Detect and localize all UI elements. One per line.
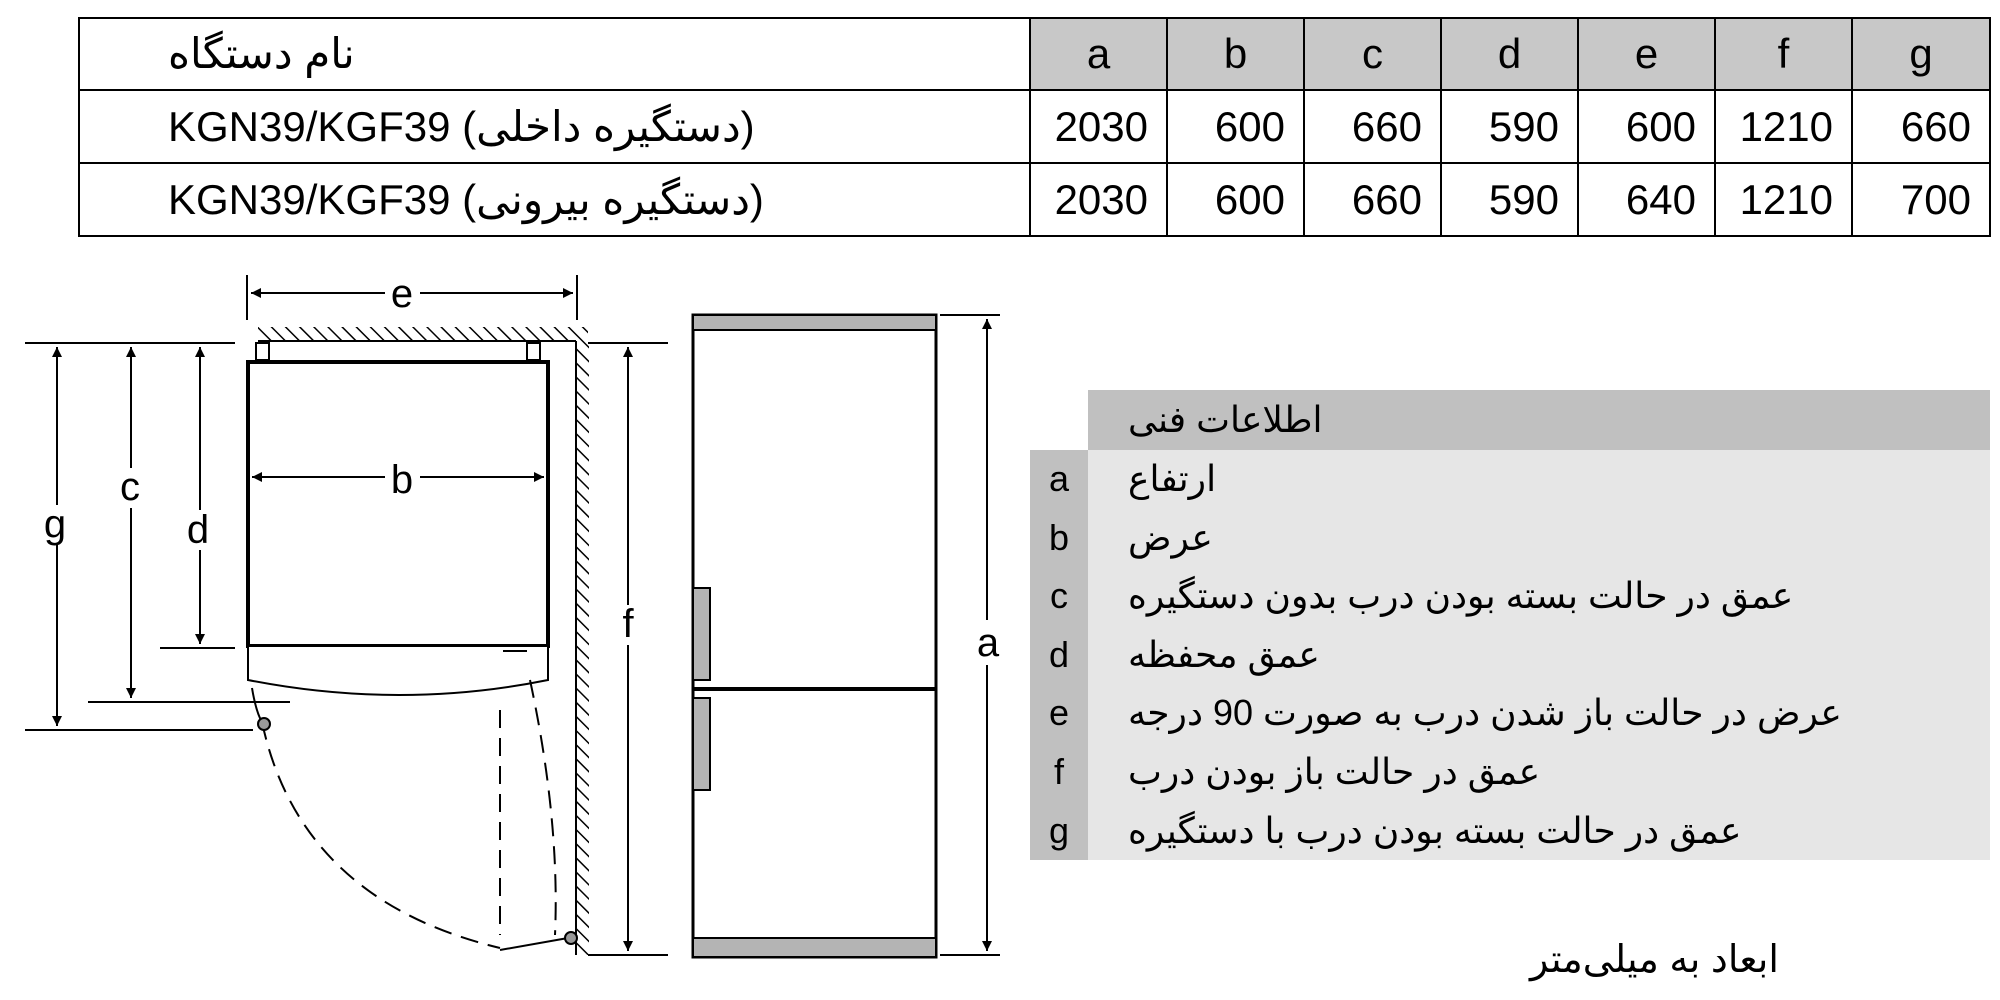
legend-desc: عرض در حالت باز شدن درب به صورت 90 درجه — [1128, 692, 1842, 734]
units-note: ابعاد به میلی‌متر — [1530, 939, 1779, 981]
legend-desc: عمق در حالت بسته بودن درب با دستگیره — [1128, 809, 1742, 851]
dimension-d — [160, 347, 235, 648]
legend-row — [1030, 450, 1990, 509]
legend-row — [1030, 743, 1990, 802]
legend-desc: عمق در حالت بسته بودن درب بدون دستگیره — [1128, 575, 1794, 617]
value-b: 600 — [1167, 90, 1304, 163]
model-name: KGN39/KGF39 — [168, 175, 451, 223]
table-row — [79, 163, 1990, 236]
table-header-f: f — [1715, 18, 1852, 90]
table-header-d: d — [1441, 18, 1578, 90]
upper-door-handle — [693, 588, 710, 680]
model-name: KGN39/KGF39 — [168, 102, 451, 150]
legend-desc: عرض — [1128, 516, 1213, 558]
dimensions-table — [78, 17, 1991, 237]
label-f: f — [622, 602, 634, 646]
legend-key: e — [1030, 684, 1088, 743]
technical-info-legend — [1030, 390, 1990, 860]
legend-key: a — [1030, 450, 1088, 509]
value-a: 2030 — [1030, 90, 1167, 163]
dimension-g — [25, 343, 253, 730]
label-c: c — [120, 465, 140, 509]
table-header-g: g — [1852, 18, 1990, 90]
label-b: b — [390, 458, 414, 502]
model-cell — [79, 90, 1030, 163]
legend-desc: عمق محفظه — [1128, 633, 1320, 675]
value-d: 590 — [1441, 90, 1578, 163]
table-header-c: c — [1304, 18, 1441, 90]
legend-desc: عمق در حالت باز بودن درب — [1128, 750, 1541, 792]
legend-row — [1030, 509, 1990, 568]
value-g: 660 — [1852, 90, 1990, 163]
table-header-device-name: نام دستگاه — [79, 18, 1030, 90]
value-f: 1210 — [1715, 163, 1852, 236]
value-g: 700 — [1852, 163, 1990, 236]
fridge-front-view — [693, 315, 936, 957]
label-d: d — [186, 508, 210, 552]
value-c: 660 — [1304, 90, 1441, 163]
table-header-b: b — [1167, 18, 1304, 90]
table-header-a: a — [1030, 18, 1167, 90]
table-row — [79, 90, 1990, 163]
value-e: 600 — [1578, 90, 1715, 163]
legend-desc: ارتفاع — [1128, 458, 1217, 499]
model-variant: (دستگیره داخلی) — [462, 102, 755, 150]
dimension-f — [588, 343, 668, 955]
legend-row — [1030, 567, 1990, 626]
legend-title: اطلاعات فنی — [1088, 390, 1990, 450]
legend-key: b — [1030, 509, 1088, 568]
table-header-e: e — [1578, 18, 1715, 90]
legend-key: d — [1030, 626, 1088, 685]
legend-key: f — [1030, 743, 1088, 802]
door-swing-path — [262, 680, 556, 948]
legend-row — [1030, 684, 1990, 743]
lower-door-handle — [693, 698, 710, 790]
value-e: 640 — [1578, 163, 1715, 236]
label-e: e — [390, 272, 414, 316]
dimension-a — [940, 315, 1000, 955]
model-cell — [79, 163, 1030, 236]
value-c: 660 — [1304, 163, 1441, 236]
dimension-e — [247, 272, 577, 320]
label-a: a — [976, 621, 1000, 665]
value-a: 2030 — [1030, 163, 1167, 236]
model-variant: (دستگیره بیرونی) — [462, 175, 764, 223]
label-g: g — [43, 502, 67, 546]
value-d: 590 — [1441, 163, 1578, 236]
hinge-points — [252, 688, 577, 950]
legend-row — [1030, 802, 1990, 861]
fridge-dimension-diagram — [0, 250, 1000, 1000]
legend-key: g — [1030, 802, 1088, 861]
legend-row — [1030, 626, 1990, 685]
value-b: 600 — [1167, 163, 1304, 236]
value-f: 1210 — [1715, 90, 1852, 163]
fridge-top-view — [248, 343, 548, 695]
legend-key: c — [1030, 567, 1088, 626]
